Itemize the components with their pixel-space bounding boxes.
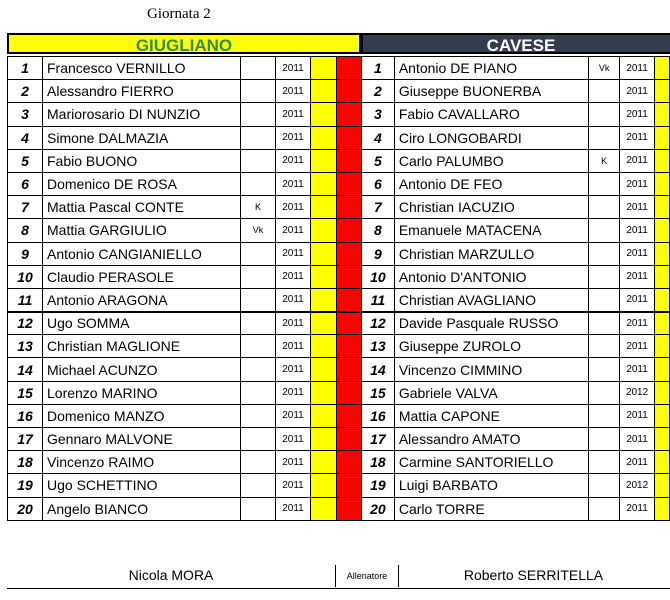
home-player-row [8,172,362,195]
yellow-card-cell [654,172,669,195]
player-name: Fabio BUONO [43,149,241,172]
player-birth-year: 2011 [620,404,655,427]
player-number: 20 [8,497,43,520]
yellow-card-cell [311,265,337,288]
player-number: 9 [8,242,43,265]
player-birth-year: 2011 [620,172,655,195]
away-player-row [362,57,670,80]
player-role [241,497,276,520]
player-name: Giuseppe BUONERBA [394,80,588,103]
red-card-cell [337,497,362,520]
player-name: Ciro LONGOBARDI [394,126,588,149]
home-player-row [8,358,362,381]
yellow-card-cell [311,451,337,474]
yellow-card-cell [654,404,669,427]
away-player-row [362,126,670,149]
player-name: Claudio PERASOLE [43,265,241,288]
away-player-row [362,312,670,335]
yellow-card-cell [654,149,669,172]
coaches-underline [7,588,670,589]
player-birth-year: 2011 [276,474,311,497]
player-number: 6 [8,172,43,195]
yellow-card-cell [654,80,669,103]
player-name: Fabio CAVALLARO [394,103,588,126]
player-number: 5 [8,149,43,172]
yellow-card-cell [311,196,337,219]
home-player-row [8,451,362,474]
red-card-cell [337,57,362,80]
away-player-row [362,474,670,497]
home-player-row [8,312,362,335]
player-role [241,57,276,80]
home-player-row [8,265,362,288]
player-birth-year: 2011 [276,149,311,172]
player-role [241,149,276,172]
red-card-cell [337,335,362,358]
player-number: 10 [8,265,43,288]
player-birth-year: 2011 [620,265,655,288]
player-role [241,288,276,311]
player-number: 18 [8,451,43,474]
player-name: Christian IACUZIO [394,196,588,219]
yellow-card-cell [311,219,337,242]
player-number: 11 [8,288,43,311]
player-birth-year: 2011 [276,312,311,335]
player-birth-year: 2011 [276,381,311,404]
player-number: 15 [8,381,43,404]
red-card-cell [337,358,362,381]
yellow-card-cell [654,126,669,149]
player-birth-year: 2011 [620,196,655,219]
player-name: Antonio CANGIANIELLO [43,242,241,265]
player-birth-year: 2011 [276,428,311,451]
player-number: 10 [362,265,395,288]
player-name: Michael ACUNZO [43,358,241,381]
yellow-card-cell [311,312,337,335]
player-name: Christian AVAGLIANO [394,288,588,311]
player-number: 16 [362,404,395,427]
home-player-row [8,242,362,265]
player-name: Luigi BARBATO [394,474,588,497]
red-card-cell [337,312,362,335]
coaches-row [7,565,670,589]
player-role: Vk [588,57,619,80]
player-number: 13 [362,335,395,358]
player-name: Mattia GARGIULIO [43,219,241,242]
red-card-cell [337,265,362,288]
player-number: 14 [362,358,395,381]
red-card-cell [337,242,362,265]
player-role [588,242,619,265]
player-role [588,219,619,242]
player-number: 15 [362,381,395,404]
player-number: 4 [362,126,395,149]
player-role [588,497,619,520]
yellow-card-cell [311,126,337,149]
home-player-row [8,335,362,358]
away-roster-table [361,56,670,521]
player-number: 13 [8,335,43,358]
player-role [241,358,276,381]
away-player-row [362,428,670,451]
player-birth-year: 2011 [620,451,655,474]
home-player-row [8,219,362,242]
player-number: 17 [362,428,395,451]
coach-label: Allenatore [335,565,399,587]
player-name: Angelo BIANCO [43,497,241,520]
yellow-card-cell [654,335,669,358]
home-player-row [8,196,362,219]
player-number: 20 [362,497,395,520]
player-role: K [588,149,619,172]
player-name: Antonio ARAGONA [43,288,241,311]
player-birth-year: 2011 [276,451,311,474]
yellow-card-cell [654,358,669,381]
player-birth-year: 2011 [620,103,655,126]
player-name: Antonio DE PIANO [394,57,588,80]
player-role [241,312,276,335]
player-role [241,381,276,404]
player-birth-year: 2011 [276,265,311,288]
player-role [588,312,619,335]
home-player-row [8,428,362,451]
home-player-row [8,474,362,497]
player-birth-year: 2011 [276,219,311,242]
home-player-row [8,288,362,311]
player-name: Simone DALMAZIA [43,126,241,149]
player-number: 18 [362,451,395,474]
player-role: Vk [241,219,276,242]
home-roster-table [7,56,362,521]
player-birth-year: 2011 [620,219,655,242]
player-name: Mattia CAPONE [394,404,588,427]
player-number: 8 [8,219,43,242]
player-role [241,103,276,126]
player-birth-year: 2011 [620,497,655,520]
player-role [588,428,619,451]
player-role [588,103,619,126]
yellow-card-cell [311,149,337,172]
red-card-cell [337,80,362,103]
yellow-card-cell [311,288,337,311]
red-card-cell [337,103,362,126]
player-birth-year: 2011 [276,196,311,219]
player-name: Davide Pasquale RUSSO [394,312,588,335]
yellow-card-cell [654,381,669,404]
player-number: 19 [8,474,43,497]
player-birth-year: 2011 [620,242,655,265]
away-player-row [362,265,670,288]
red-card-cell [337,126,362,149]
red-card-cell [337,381,362,404]
player-name: Gennaro MALVONE [43,428,241,451]
player-role [588,80,619,103]
player-name: Carlo TORRE [394,497,588,520]
red-card-cell [337,451,362,474]
player-name: Vincenzo CIMMINO [394,358,588,381]
home-player-row [8,126,362,149]
yellow-card-cell [654,451,669,474]
player-role [588,358,619,381]
home-player-row [8,57,362,80]
home-player-row [8,497,362,520]
home-player-row [8,103,362,126]
home-team-header: GIUGLIANO [7,33,361,54]
red-card-cell [337,172,362,195]
player-role [241,474,276,497]
away-player-row [362,172,670,195]
player-number: 12 [8,312,43,335]
yellow-card-cell [311,103,337,126]
player-name: Vincenzo RAIMO [43,451,241,474]
player-name: Antonio DE FEO [394,172,588,195]
yellow-card-cell [311,381,337,404]
player-number: 9 [362,242,395,265]
yellow-card-cell [311,242,337,265]
red-card-cell [337,196,362,219]
player-birth-year: 2011 [276,358,311,381]
player-name: Ugo SOMMA [43,312,241,335]
player-birth-year: 2011 [620,428,655,451]
player-role [588,404,619,427]
away-player-row [362,103,670,126]
matchday-title: Giornata 2 [147,6,211,22]
away-player-row [362,196,670,219]
player-role [241,404,276,427]
player-role [588,265,619,288]
yellow-card-cell [654,265,669,288]
away-player-row [362,219,670,242]
player-birth-year: 2011 [620,288,655,311]
player-birth-year: 2011 [276,103,311,126]
yellow-card-cell [654,103,669,126]
player-role [241,242,276,265]
player-birth-year: 2011 [620,358,655,381]
player-birth-year: 2012 [620,381,655,404]
player-name: Emanuele MATACENA [394,219,588,242]
player-name: Mattia Pascal CONTE [43,196,241,219]
yellow-card-cell [654,219,669,242]
red-card-cell [337,474,362,497]
player-role [588,474,619,497]
player-number: 7 [362,196,395,219]
player-name: Christian MARZULLO [394,242,588,265]
yellow-card-cell [654,288,669,311]
away-player-row [362,404,670,427]
yellow-card-cell [654,57,669,80]
yellow-card-cell [311,80,337,103]
player-role: K [241,196,276,219]
away-player-row [362,288,670,311]
away-player-row [362,451,670,474]
yellow-card-cell [311,428,337,451]
player-name: Ugo SCHETTINO [43,474,241,497]
red-card-cell [337,404,362,427]
player-name: Carmine SANTORIELLO [394,451,588,474]
player-role [241,451,276,474]
yellow-card-cell [654,196,669,219]
player-birth-year: 2011 [620,80,655,103]
player-name: Mariorosario DI NUNZIO [43,103,241,126]
away-player-row [362,335,670,358]
yellow-card-cell [311,335,337,358]
player-role [588,172,619,195]
player-role [588,335,619,358]
player-role [241,126,276,149]
home-player-row [8,149,362,172]
player-birth-year: 2011 [276,80,311,103]
player-number: 3 [362,103,395,126]
player-number: 16 [8,404,43,427]
player-birth-year: 2011 [620,312,655,335]
player-name: Alessandro AMATO [394,428,588,451]
player-number: 5 [362,149,395,172]
player-birth-year: 2012 [620,474,655,497]
yellow-card-cell [311,57,337,80]
player-number: 7 [8,196,43,219]
yellow-card-cell [654,497,669,520]
player-number: 6 [362,172,395,195]
player-name: Domenico MANZO [43,404,241,427]
away-coach-name: Roberto SERRITELLA [463,567,604,583]
yellow-card-cell [311,497,337,520]
player-birth-year: 2011 [276,57,311,80]
player-number: 8 [362,219,395,242]
player-role [241,80,276,103]
away-player-row [362,358,670,381]
player-number: 1 [8,57,43,80]
yellow-card-cell [311,358,337,381]
away-player-row [362,242,670,265]
player-number: 1 [362,57,395,80]
player-number: 12 [362,312,395,335]
player-role [588,381,619,404]
player-role [241,428,276,451]
player-number: 11 [362,288,395,311]
away-team-header: CAVESE [361,33,670,54]
away-player-row [362,381,670,404]
player-number: 2 [8,80,43,103]
player-birth-year: 2011 [620,57,655,80]
home-player-row [8,381,362,404]
player-birth-year: 2011 [276,126,311,149]
player-number: 17 [8,428,43,451]
player-number: 3 [8,103,43,126]
player-role [241,265,276,288]
player-name: Carlo PALUMBO [394,149,588,172]
player-role [241,335,276,358]
player-name: Giuseppe ZUROLO [394,335,588,358]
player-birth-year: 2011 [620,126,655,149]
player-birth-year: 2011 [620,335,655,358]
player-name: Christian MAGLIONE [43,335,241,358]
player-number: 2 [362,80,395,103]
away-player-row [362,497,670,520]
player-name: Francesco VERNILLO [43,57,241,80]
home-coach-name: Nicola MORA [128,567,214,583]
yellow-card-cell [654,474,669,497]
yellow-card-cell [311,404,337,427]
player-birth-year: 2011 [620,149,655,172]
yellow-card-cell [654,242,669,265]
red-card-cell [337,219,362,242]
player-birth-year: 2011 [276,404,311,427]
yellow-card-cell [654,428,669,451]
player-number: 14 [8,358,43,381]
player-role [588,126,619,149]
player-number: 19 [362,474,395,497]
yellow-card-cell [654,312,669,335]
player-name: Antonio D'ANTONIO [394,265,588,288]
player-name: Alessandro FIERRO [43,80,241,103]
away-player-row [362,80,670,103]
player-birth-year: 2011 [276,242,311,265]
player-birth-year: 2011 [276,172,311,195]
player-birth-year: 2011 [276,497,311,520]
player-name: Gabriele VALVA [394,381,588,404]
player-name: Lorenzo MARINO [43,381,241,404]
red-card-cell [337,149,362,172]
player-birth-year: 2011 [276,288,311,311]
player-role [588,196,619,219]
home-player-row [8,404,362,427]
player-role [588,288,619,311]
away-player-row [362,149,670,172]
player-role [588,451,619,474]
red-card-cell [337,288,362,311]
player-number: 4 [8,126,43,149]
red-card-cell [337,428,362,451]
player-name: Domenico DE ROSA [43,172,241,195]
player-birth-year: 2011 [276,335,311,358]
home-player-row [8,80,362,103]
yellow-card-cell [311,172,337,195]
yellow-card-cell [311,474,337,497]
player-role [241,172,276,195]
